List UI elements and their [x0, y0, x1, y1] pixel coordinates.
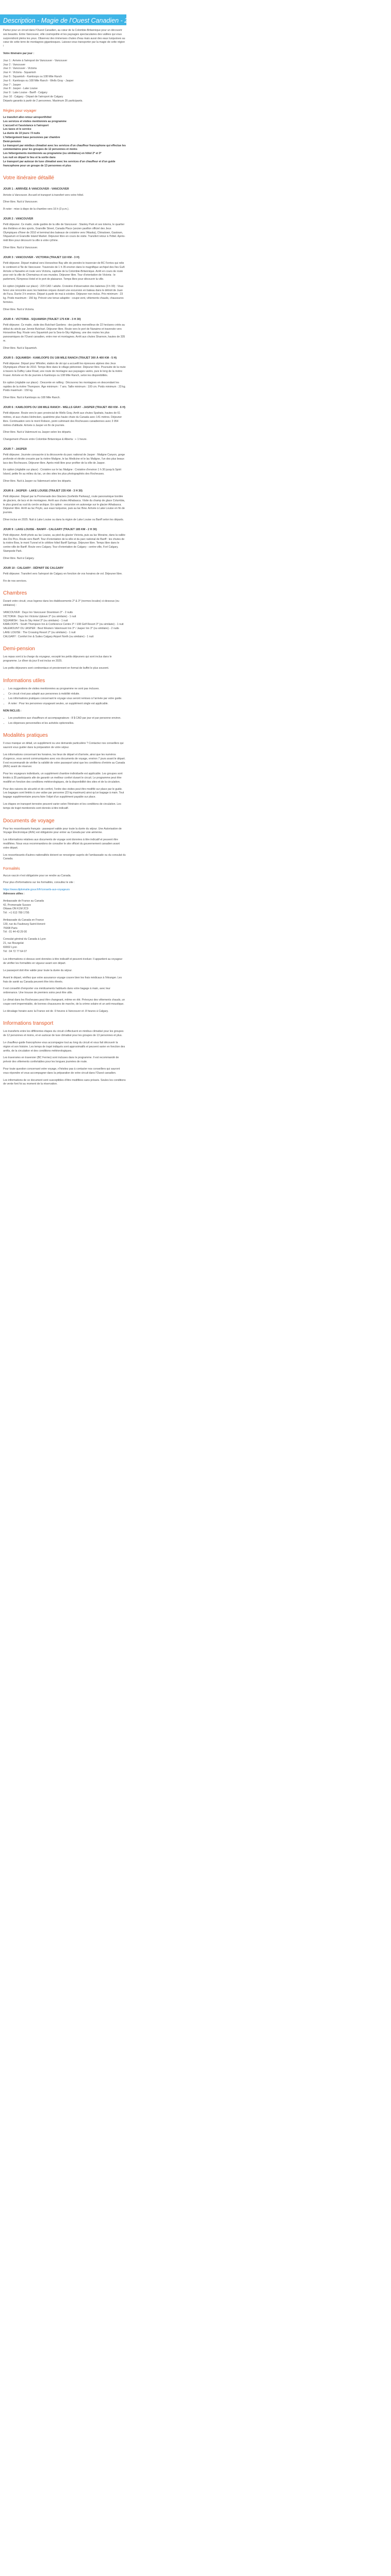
day-title: JOUR 7 : JASPER: [3, 447, 27, 451]
day-paragraph: En option (réglable sur place) : Croisière sur le lac Maligne : Croisière d'environ 1 h 30 jusqu'à Spirit Island, petite île au milieu du lac, un des sites les plus photographiés des Rocheuses.: [3, 468, 121, 476]
hotels-heading: Chambres: [3, 590, 27, 597]
address-line: Tél : 04 72 77 64 07: [3, 950, 27, 953]
formalities-heading: Formalités: [3, 867, 20, 871]
spacer: [3, 954, 126, 958]
board-paragraph: Les petits déjeuners sont continentaux et proviennent en format de buffet le plus souvent.: [3, 667, 109, 670]
day-paragraph: Petit déjeuner. Journée consacrée à la découverte du parc national de Jasper : Maligne Canyon, gorge profonde et étroite creusée par la rivière Maligne, le lac Medicine et le lac Maligne, l'un des plus beaux lacs des Rocheuses. Déjeuner libre. Après-midi libre pour profiter de la ville de Jasper.: [3, 453, 125, 465]
modalities-heading: Modalités pratiques: [3, 733, 48, 739]
itinerary-line: Jour 3 : Vancouver - Victoria: [3, 67, 37, 71]
price-include-line: Les services et visites mentionnés au programme: [3, 120, 67, 123]
itinerary-line: Jour 6 : Kamloops ou 108 Mile Ranch - Wells Gray - Jasper: [3, 79, 74, 82]
price-include-line: L'accueil et l'assistance à l'aéroport: [3, 124, 49, 127]
itinerary-line: Jour 8 : Jasper - Lake Louise: [3, 87, 38, 91]
hotels-intro: Durant votre circuit, vous logerez dans les établissements 2* & 3* (normes locales) ci-dessous (ou similaires) :: [3, 600, 120, 607]
day-title: JOUR 3 : VANCOUVER - VICTORIA (TRAJET 110 KM - 3 H): [3, 256, 79, 259]
day-paragraph: Petit déjeuner. Départ matinal vers Horseshoe Bay afin de prendre le traversier de BC Ferries qui relie le continent à l'île de Vancouver. Traversée de 1 h 35 environ dans le magnifique archipel des îles Gulf. Arrivée à Nanaimo et route vers Victoria, capitale de la Colombie-Britannique. Arrêt en cours de route pour voir la ville de Chemainus et ses murales. Déjeuner libre. Tour d'orientation de Victoria : le parlement, l'Empress Hotel et le port de plaisance. Temps libre pour découvrir la ville.: [3, 261, 125, 281]
itinerary-line: Jour 9 : Lake Louise - Banff - Calgary: [3, 91, 47, 95]
transport-paragraph: Les transferts entre les différentes étapes du circuit s'effectuent en minibus climatisé pour les groupes de 12 personnes et moins, et en autocar de luxe climatisé pour les groupes de 13 personnes et plus.: [3, 1030, 124, 1038]
day-paragraph: Dîner libre. Nuit à Vancouver.: [3, 200, 38, 204]
modalities-paragraph: Pour des raisons de sécurité et de confort, l'ordre des visites peut être modifié sur place par le guide. Les bagages sont limités à une valise par personne (23 kg maximum) ainsi qu'un bagage à main. Tout bagage supplémentaire pourra faire l'objet d'un supplément payable sur place.: [3, 787, 124, 799]
day-paragraph: Dîner libre. Nuit à Victoria.: [3, 308, 35, 311]
day-paragraph: Arrivée à Vancouver. Accueil et transport à transfert vers votre hôtel.: [3, 193, 84, 197]
intro-paragraph: Partez pour un circuit dans l'Ouest Canadien, au cœur de la Colombie-Britannique pour un découvrir ses beautés. Entre Vancouver, ville cosmopolite et les paysages spectaculaires des vallées qui vous surprendront pleins les yeux. Observez des immenses chutes d'eau mais aussi des eaux turquoises au cœur de cette terre de montagnes gigantesques. Laissez-vous transporter par la magie de cette région !: [3, 29, 125, 48]
price-include-line: Les hébergements mentionnés au programme (ou similaires) en hôtel 2* et 3*: [3, 152, 102, 156]
day-paragraph: Dîner libre. Nuit à Kamloops ou 108 Mile Ranch.: [3, 396, 61, 400]
itinerary-line: Jour 7 : Jasper: [3, 83, 21, 87]
not-included-item: • Les dépenses personnelles et les activités optionnelles.: [8, 722, 126, 726]
transport-paragraph: Pour toute question concernant votre voyage, n'hésitez pas à contacter nos conseillers qui sauront vous répondre et vous accompagner dans la préparation de votre circuit dans l'Ouest canadien.: [3, 1067, 120, 1075]
day-paragraph: Petit déjeuner. Ce matin, visite des Butchart Gardens : des jardins merveilleux de 22 hectares créés au début du siècle par Jennie Butchart. Déjeuner libre. Route vers le port de Nanaimo et traversée vers Horseshoe Bay. Route vers Squamish par la Sea-to-Sky Highway, une des routes les plus panoramiques de l'Ouest canadien, entre mer et montagnes. Arrêt aux chutes Shannon, hautes de 335 m.: [3, 323, 125, 343]
day-paragraph: Dîner libre. Nuit à Valemount ou Jasper selon les départs.: [3, 431, 72, 434]
day-title: JOUR 1 : ARRIVÉE À VANCOUVER - VANCOUVER: [3, 188, 69, 191]
address-line: 75008 Paris: [3, 926, 18, 930]
itinerary-line: Jour 10 : Calgary - Départ de l'aéroport de Calgary: [3, 95, 63, 98]
day-paragraph: Fin de nos services.: [3, 579, 27, 583]
important-item: • Ce circuit n'est pas adapté aux personnes à mobilité réduite.: [8, 692, 126, 697]
day-paragraph: Dîner libre. Nuit à Squamish.: [3, 346, 38, 350]
documents-paragraph: Les informations relatives aux documents de voyage sont données à titre indicatif et peuvent être modifiées. Nous vous recommandons de consulter le site officiel du gouvernement canadien avant votre départ.: [3, 838, 120, 850]
day-title: JOUR 5 : SQUAMISH - KAMLOOPS OU 108 MILE RANCH (TRAJET 300 À 400 KM - 5 H): [3, 356, 117, 360]
day-paragraph: Dîner inclus en 2025. Nuit à Lake Louise ou dans la région de Lake Louise ou Banff selon les départs.: [3, 518, 124, 521]
price-include-line: Le transfert aller-retour aéroport/hôtel: [3, 116, 52, 120]
formalities-paragraph: Les informations ci-dessus sont données à titre indicatif et peuvent évoluer. Il appartient au voyageur de vérifier les formalités en vigueur avant son départ.: [3, 958, 123, 965]
price-includes: [3, 116, 126, 168]
day-paragraph: Petit déjeuner. Départ par la Promenade des Glaciers (Icefields Parkway), route panoramique bordée de glaciers, de lacs et de montagnes. Arrêt aux chutes Athabasca. Visite du champ de glace Columbia, le plus grand au sud du cercle arctique. En option : excursion en autoneige sur le glacier Athabasca. Déjeuner libre. Arrêt au lac Peyto, aux eaux turquoise, puis au lac Bow. Arrivée à Lake Louise en fin de journée.: [3, 495, 125, 515]
itinerary-line: Départs garantis à partir de 2 personnes. Maximum 35 participants.: [3, 99, 83, 103]
formalities-paragraph: Pour plus d'informations sur les formalités, consultez le site :: [3, 881, 75, 885]
price-include-line: Les taxes et le service: [3, 128, 31, 131]
modalities-paragraph: Pour les voyageurs individuels, un supplément chambre individuelle est applicable. Les groupes sont limités à 35 participants afin de garantir un meilleur confort durant le circuit. Le programme peut être modifié en fonction des conditions météorologiques, de la disponibilité des sites et de la circulation.: [3, 772, 123, 784]
day-title: JOUR 10 : CALGARY - DÉPART DE CALGARY: [3, 566, 64, 570]
day-paragraph: Petit déjeuner. Route vers le parc provincial de Wells Gray. Arrêt aux chutes Spahats, hautes de 61 mètres, et aux chutes Helmcken, quatrième plus haute chute du Canada avec 141 mètres. Déjeuner libre. Continuation vers le mont Robson, point culminant des Rocheuses canadiennes avec 3 954 mètres d'altitude. Arrivée à Jasper en fin de journée.: [3, 412, 122, 427]
day-paragraph: Changement d'heure entre Colombie Britannique & Alberta : + 1 heure.: [3, 438, 87, 442]
itinerary-line: Jour 4 : Victoria - Squamish: [3, 71, 36, 75]
addresses-block: [3, 900, 126, 954]
itinerary-line: Jour 2 : Vancouver: [3, 63, 26, 66]
not-included-item: • Les pourboires aux chauffeurs et accompagnateurs : 8 $ CAD par jour et par personne environ.: [8, 717, 126, 721]
title-banner: [0, 14, 131, 25]
important-list: [3, 687, 126, 706]
day-paragraph: En option (réglable sur place) : 220 CAD / adulte. Croisière d'observation des baleines (3 h 00) : Vous ferez une rencontre avec les baleines orques durant une excursion en bateau dans le détroit de Juan de Fuca. Durée 3 h environ. Départ à partir de mai à octobre. Déjeuner non inclus. Prix minimum : 23 kg. Poids maximum : 150 kg. Prévoir une tenue adaptée : coupe-vent, vêtements chauds, chaussures fermées.: [3, 284, 124, 304]
health-paragraph: Avant le départ, vérifiez que votre assurance voyage couvre bien les frais médicaux à l'étranger. Les frais de santé au Canada peuvent être très élevés.: [3, 976, 122, 984]
page-title: Description - Magie de l'Ouest Canadien - 2*: [3, 17, 131, 24]
price-include-line: Demi-pension: [3, 140, 21, 143]
modalities-paragraph: Les informations concernant les horaires, les lieux de départ et d'arrivée, ainsi que les numéros d'urgence, vous seront communiquées avec vos documents de voyage, environ 7 jours avant le départ. Il est recommandé de vérifier la validité de votre passeport ainsi que les conditions d'entrée au Canada (AVE) avant de réserver.: [3, 753, 126, 769]
documents-paragraph: Pour les ressortissants français : passeport valide pour toute la durée du séjour. Une Autorisation de Voyage Électronique (AVE) est obligatoire pour entrer au Canada par voie aérienne.: [3, 827, 122, 835]
day-paragraph: Dîner libre. Nuit à Vancouver.: [3, 246, 38, 249]
hotel-line: VALEMOUNT OU JASPER : Best Western Valemount Inn 3* / Jasper Inn 3* (ou similaire) - 2 nuits: [3, 627, 119, 631]
hotel-line: SQUAMISH : Sea to Sky Hotel 3* (ou similaire) - 1 nuit: [3, 619, 68, 622]
address-line: Ambassade du Canada en France: [3, 919, 44, 922]
day-paragraph: À noter : mise à dispo de la chambre vers 16 h (3 p.m.).: [3, 208, 70, 211]
day-paragraph: Dîner libre. Nuit à Calgary.: [3, 556, 35, 560]
address-line: Ottawa ON K1M 2C9: [3, 907, 28, 911]
hotel-line: LAKE LOUISE : The Crossing Resort 2* (ou similaire) - 1 nuit: [3, 631, 76, 634]
price-include-line: Le transport par autocar de luxe climatisé avec les services d'un chauffeur et d'un guide francophone pour un groupe de 13 personnes et plus: [3, 160, 116, 167]
address-line: Ambassade de France au Canada: [3, 899, 44, 903]
important-item: • À noter : Pour les personnes voyageant seules, un supplément single est applicable.: [8, 702, 126, 706]
day-paragraph: Petit déjeuner. Départ pour Whistler, station de ski qui a accueilli les épreuves alpines des Jeux Olympiques d'hiver de 2010. Temps libre dans le village piétonnier. Déjeuner libre. Poursuite de la route à travers la Duffey Lake Road, une route de montagne aux paysages variés, puis le long de la rivière Fraser. Arrivée en fin de journée à Kamloops ou 108 Mile Ranch, selon les disponibilités.: [3, 362, 126, 378]
day-title: JOUR 8 : JASPER - LAKE LOUISE (TRAJET 235 KM - 3 H 30): [3, 489, 83, 493]
address-line: 21, rue Bourgelat: [3, 942, 24, 945]
transport-paragraph: Les traversées en traversier (BC Ferries) sont incluses dans le programme. Il est recommandé de prévoir des vêtements confortables pour les longues journées de route.: [3, 1056, 119, 1064]
day-title: JOUR 4 : VICTORIA - SQUAMISH (TRAJET 175 KM - 3 H 30): [3, 317, 81, 321]
board-heading: Demi-pension: [3, 646, 35, 652]
address-line: 130, rue du Faubourg Saint-Honoré: [3, 922, 45, 926]
transport-paragraph: Les informations de ce document sont susceptibles d'être modifiées sans préavis. Seules les conditions de vente font foi au moment de la réservation.: [3, 1078, 126, 1086]
itinerary-detail-heading: Votre itinéraire détaillé: [3, 175, 54, 181]
price-include-line: L'hébergement base personnes par chambre: [3, 136, 60, 140]
day-paragraph: Petit déjeuner. Ce matin, visite guidée de la ville de Vancouver : Stanley Park et ses totems, le quartier des théâtres et des sports, Granville Street, Canada Place (ancien pavillon officiel des Jeux Olympiques d'hiver de 2010 et terminal des bateaux de croisière vers l'Alaska), Chinatown, Gastown, l'Aquarium et Granville Island Market. Déjeuner libre en cours de visite. Transfert retour à l'hôtel. Après-midi libre pour découvrir la ville à votre rythme.: [3, 223, 125, 243]
price-include-line: Les nuit en départ le lieu et la sortie dans: [3, 156, 56, 160]
modalities-paragraph: Les étapes en transport terrestre peuvent varier selon l'itinéraire et les conditions de circulation. Les temps de trajet mentionnés sont donnés à titre indicatif.: [3, 803, 121, 810]
day-title: JOUR 2 : VANCOUVER: [3, 217, 34, 221]
documents-heading: Documents de voyage: [3, 818, 55, 824]
not-included-list: [3, 717, 126, 726]
modalities-paragraph: Il vous manque un détail, un supplément ou une demande particulière ? Contactez nos conseillers qui sauront vous guider dans la préparation de votre séjour.: [3, 742, 124, 750]
address-line: 42, Promenade Sussex: [3, 903, 31, 907]
hotel-line: CALGARY : Comfort Inn & Suites Calgary Airport North (ou similaire) - 1 nuit: [3, 635, 94, 638]
itinerary-summary: [3, 59, 126, 104]
address-line: 69002 Lyon: [3, 945, 17, 949]
health-paragraph: Le climat dans les Rocheuses peut être changeant, même en été. Prévoyez des vêtements chauds, un coupe-vent imperméable, de bonnes chaussures de marche, de la crème solaire et un anti-moustique.: [3, 998, 125, 1006]
day-title: JOUR 9 : LAKE LOUISE - BANFF - CALGARY (TRAJET 185 KM - 2 H 30): [3, 528, 97, 531]
health-paragraph: Il est conseillé d'emporter vos médicaments habituels dans votre bagage à main, avec leur ordonnance. Une trousse de premiers soins peut être utile.: [3, 987, 111, 995]
hotel-line: VANCOUVER : Days Inn Vancouver Downtown 3* - 2 nuits: [3, 611, 73, 614]
address-line: Tél : +1 613 789 1795: [3, 911, 29, 915]
price-include-line: La durée de 10 jours / 9 nuits: [3, 132, 40, 135]
content: [3, 29, 126, 1090]
itinerary-line: Jour 1 : Arrivée à l'aéroport de Vancouver - Vancouver: [3, 59, 68, 62]
health-paragraph: Le décalage horaire avec la France est de -9 heures à Vancouver et -8 heures à Calgary.: [3, 1009, 109, 1013]
board-paragraph: Les repas sont à la charge du voyageur, excepté les petits déjeuners qui sont inclus dans le programme. Le dîner du jour 8 est inclus en 2025.: [3, 655, 112, 663]
itinerary-heading: Votre itinéraire par jour :: [3, 52, 35, 55]
day-paragraph: Petit déjeuner. Arrêt photo au lac Louise, au pied du glacier Victoria, puis au lac Moraine, dans la vallée des Dix Pics. Route vers Banff. Tour d'orientation de la ville et du parc national de Banff : les chutes de la rivière Bow, le mont Tunnel et le célèbre hôtel Banff Springs. Déjeuner libre. Temps libre dans le centre-ville de Banff. Route vers Calgary. Tour d'orientation de Calgary : centre-ville, Fort Calgary, Stampede Park.: [3, 533, 125, 553]
transport-paragraph: Le chauffeur-guide francophone vous accompagne tout au long du circuit et vous fait découvrir la région et son histoire. Les temps de trajet indiqués sont approximatifs et peuvent varier en fonction des arrêts, de la circulation et des conditions météorologiques.: [3, 1041, 125, 1053]
important-item: • Les suggestions de visites mentionnées au programme ne sont pas incluses.: [8, 687, 126, 691]
formalities-paragraph: Aucun vaccin n'est obligatoire pour se rendre au Canada.: [3, 874, 71, 877]
formalities-link[interactable]: https://www.diplomatie.gouv.fr/fr/conseils-aux-voyageurs: [3, 888, 70, 892]
itinerary-line: Jour 5 : Squamish - Kamloops ou 108 Mile Ranch: [3, 75, 62, 78]
not-included-label: NON INCLUS :: [3, 709, 22, 713]
formalities-paragraph: Le passeport doit être valide pour toute la durée du séjour.: [3, 969, 73, 973]
price-heading: Règles pour voyager: [3, 109, 37, 113]
price-include-line: Le transport par minibus climatisé avec les services d'un chauffeur francophone qui effectue les commentaires pour les groupes de 12 personnes et moins: [3, 144, 126, 151]
hotel-line: KAMLOOPS : South Thompson Inn & Conference Centre 3* / 108 Golf Resort 3* (ou similaire) - 1 nuit: [3, 623, 124, 626]
hotel-line: VICTORIA : Days Inn Victoria Uptown 3* (ou similaire) - 1 nuit: [3, 615, 76, 618]
important-heading: Informations utiles: [3, 677, 45, 684]
address-line: Consulat général du Canada à Lyon: [3, 938, 46, 941]
hotels-list: [3, 611, 126, 639]
address-line: Tél : 01 44 43 29 00: [3, 930, 27, 934]
day-title: JOUR 6 : KAMLOOPS OU 108 MILE RANCH - WELLS GRAY - JASPER (TRAJET 450 KM - 6 H): [3, 406, 125, 410]
important-item: • Les informations pratiques concernant le voyage vous seront remises à l'arrivée par votre guide.: [8, 697, 126, 701]
day-paragraph: Petit déjeuner. Transfert vers l'aéroport de Calgary en fonction de vos horaires de vol. Déjeuner libre.: [3, 572, 123, 575]
day-paragraph: Dîner libre. Nuit à Jasper ou Valemount selon les départs.: [3, 480, 72, 483]
day-paragraph: En option (réglable sur place) : Descente en rafting : Découvrez les montagnes en descendant les rapides de la rivière Thompson. Âge minimum : 7 ans. Taille minimum : 100 cm. Poids minimum : 23 kg. Poids maximum : 150 kg.: [3, 381, 126, 393]
addresses-intro: Adresses utiles :: [3, 892, 25, 896]
documents-paragraph: Les ressortissants d'autres nationalités doivent se renseigner auprès de l'ambassade ou du consulat du Canada.: [3, 853, 126, 861]
transport-heading: Informations transport: [3, 1021, 54, 1027]
